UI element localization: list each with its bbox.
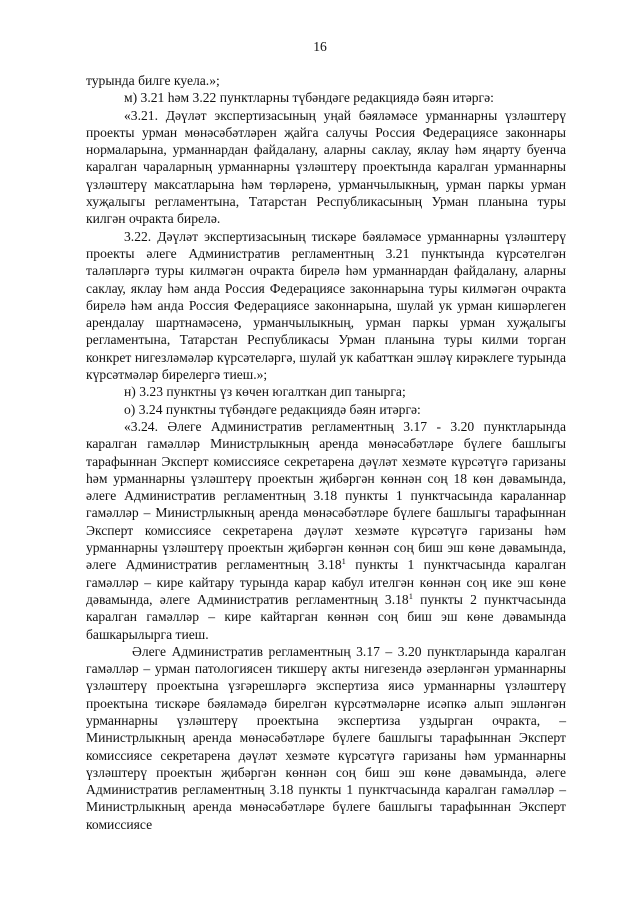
paragraph-p2: м) 3.21 һәм 3.22 пунктларны түбәндәге редакциядә бәян итәргә: <box>124 90 494 106</box>
paragraph-p7 <box>86 418 566 643</box>
superscript: 1 <box>341 556 346 567</box>
paragraph-p3: «3.21. Дәүләт экспертизасының уңай бәяләмәсе урманнарны үзләштерү проекты урман мөнәсәбәтләрен җайга салучы Россия Федерациясе законнары нормаларына, урманнардан файдалану, аларны саклау, яклау һәм яңарту буенча каралган чараларның урманнарны үзләштерү проектында каралган урманнарны үзләштерү максатларына һәм төрләренә, урманчылыкның, урман паркы урман хуҗалыгы регламентына, Татарстан Республикасының Урман планына туры килгән очракта бирелә. <box>86 107 566 227</box>
paragraph-p4: 3.22. Дәүләт экспертизасының тискәре бәяләмәсе урманнарны үзләштерү проекты әлеге Административ регламентның 3.21 пунктында күрсәтелгән таләпләргә туры килмәгән очракта бирелә һәм урманнардан файдалану, аларны саклау, яклау һәм анда Россия Федерациясе законнарына туры килмәгән очракта бирелә һәм анда Россия Федерациясе законнарына, шулай ук урман кишәрлеген арендалау шартнамәсенә, урманчылыкның, урман паркы урман хуҗалыгы регламентына, Татарстан Республикасы Урман планына туры килми торган конкрет нигезләмәләр күрсәтеләргә, шулай ук кабатткан эшләү кирәклеге турында күрсәтмәләр бирелергә тиеш.»; <box>86 228 566 383</box>
superscript: 1 <box>408 590 413 601</box>
paragraph-text-segment: пункты 2 пунктчасында каралган гамәлләр – кире кайтарган көннән соң биш эш көне дәвамында башкарылырга тиеш. <box>86 591 566 642</box>
paragraph-p5: н) 3.23 пунктны үз көчен югалткан дип танырга; <box>124 384 406 400</box>
paragraph-p6: о) 3.24 пунктны түбәндәге редакциядә бәян итәргә: <box>124 401 421 417</box>
paragraph-p8: Әлеге Административ регламентның 3.17 – 3.20 пунктларында каралган гамәлләр – урман патологиясен тикшерү акты нигезендә әзерләнгән урманнарны үзләштерү проектына үзгәрешләргә экспертиза яисә урманнарны үзләштерү проектына тискәре бәяләмәдә бирелгән күрсәтмәләрне исәпкә алып эшләнгән урманнарны үзләштерү проектына экспертиза уздырган очракта, – Министрлыкның аренда мөнәсәбәтләре бүлеге башлыгы тарафыннан Эксперт комиссиясе секретарена дәүләт хезмәте күрсәтүгә гаризаны һәм урманнарны үзләштерү проектын җибәргән көннән соң биш эш көне дәвамында, әлеге Административ регламентның 3.18 пункты 1 пунктчасында каралган гамәлләр – Министрлыкның аренда мөнәсәбәтләре бүлеге башлыгы тарафыннан Эксперт комиссиясе <box>86 643 566 832</box>
page-number: 16 <box>313 39 327 54</box>
paragraph-text-segment: пункты 1 пунктчасында каралган гамәлләр – кире кайтару турында карар кабул ителгән көннән соң ике эш көне дәвамында, әлеге Административ регламентның 3.18 <box>86 557 566 607</box>
document-body <box>86 72 566 833</box>
paragraph-p1: турында билге куела.»; <box>86 73 220 88</box>
paragraph-text-segment: «3.24. Әлеге Административ регламентның 3.17 - 3.20 пунктларында каралган гамәлләр Министрлыкның аренда мөнәсәбәтләре бүлеге башлыгы тарафыннан Эксперт комиссиясе секретарена дәүләт хезмәте күрсәтүгә гаризаны һәм урманнарны үзләштерү проектын җибәргән көннән соң 18 көн дәвамында, әлеге Административ регламентның 3.18 пункты 1 пунктчасында караланнар гамәлләр – Министрлыкның аренда мөнәсәбәтләре бүлеге башлыгы тарафыннан Эксперт комиссиясе секретарена дәүләт хезмәте күрсәтүгә гаризаны һәм урманнарны үзләштерү проектын җибәргән көннән соң биш эш көне дәвамында, әлеге Административ регламентның 3.18 <box>86 418 566 573</box>
